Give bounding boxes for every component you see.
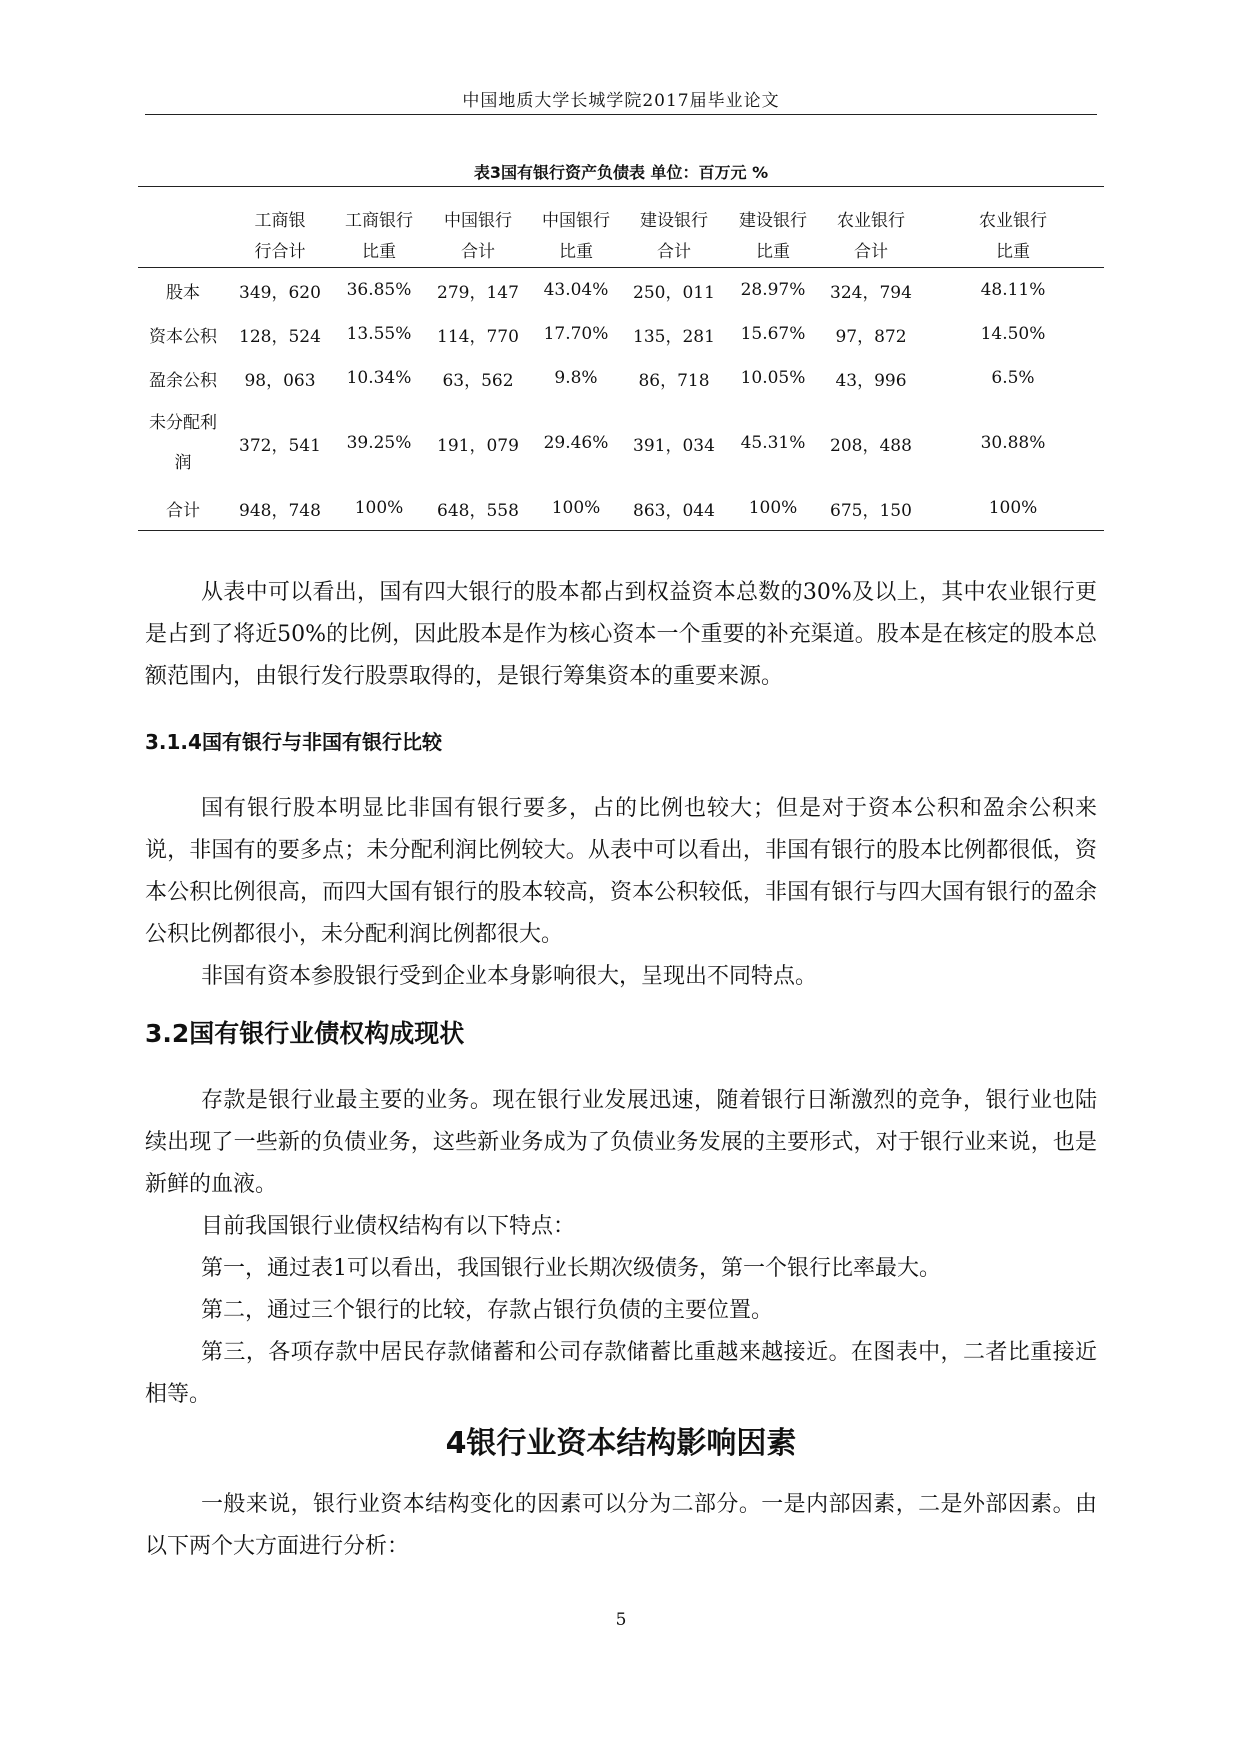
header-cell: 比重 [332,231,426,268]
table-cell: 948，748 [228,486,332,531]
paragraph-deposits: 存款是银行业最主要的业务。现在银行业发展迅速，随着银行日渐激烈的竞争，银行业也陆续出现了一些新的负债业务，这些新业务成为了负债业务发展的主要形式，对于银行业来说，也是新鲜的血液。 [145,1088,1097,1197]
table-cell: 36.85% [346,280,412,300]
table-cell: 17.70% [543,324,609,344]
table-row [138,312,1104,356]
header-cell: 建设银行 [726,187,820,232]
table-cell: 45.31% [740,433,806,453]
header-cell: 合计 [622,231,726,268]
table-cell: 100% [530,486,622,531]
table-cell: 30.88% [980,433,1046,453]
table-cell: 9.8% [554,368,598,388]
table-cell: 648，558 [426,486,530,531]
header-cell [138,231,228,268]
table-row [138,486,1104,531]
table-cell: 43.04% [543,280,609,300]
table-row [138,356,1104,400]
table-cell: 6.5% [991,368,1035,388]
table-cell: 13.55% [346,324,412,344]
header-cell: 合计 [426,231,530,268]
table-cell: 43，996 [835,370,907,391]
table-cell: 48.11% [980,280,1046,300]
table-cell: 675，150 [820,486,922,531]
heading-3-2: 3.2国有银行业债权构成现状 [145,1019,465,1048]
row-label: 资本公积 [149,326,217,347]
table-row [138,268,1104,313]
table-cell: 863，044 [622,486,726,531]
header-cell: 中国银行 [530,187,622,232]
table-cell: 28.97% [740,280,806,300]
table-cell: 100% [726,486,820,531]
table-cell: 191，079 [437,435,519,456]
table-cell: 372，541 [239,435,321,456]
table-cell: 63，562 [442,370,514,391]
header-cell: 农业银行 [820,187,922,232]
table-caption: 表3国有银行资产负债表 单位：百万元 % [473,163,769,182]
header-cell: 比重 [530,231,622,268]
header-cell: 比重 [726,231,820,268]
header-cell [138,187,228,232]
table-cell: 279，147 [437,282,519,303]
paragraph-feature-2: 第二，通过三个银行的比较，存款占银行负债的主要位置。 [201,1298,774,1323]
table-cell: 324，794 [830,282,912,303]
heading-3-1-4: 3.1.4国有银行与非国有银行比较 [145,730,442,754]
header-cell: 行合计 [228,231,332,268]
running-header: 中国地质大学长城学院2017届毕业论文 [462,91,780,111]
paragraph-features-intro: 目前我国银行业债权结构有以下特点： [201,1214,576,1239]
header-cell: 合计 [820,231,922,268]
header-rule [145,114,1097,115]
table-cell: 391，034 [633,435,715,456]
header-cell: 中国银行 [426,187,530,232]
header-cell: 农业银行 [922,187,1104,232]
table-cell: 97，872 [835,326,907,347]
paragraph-state-vs-nonstate: 国有银行股本明显比非国有银行要多，占的比例也较大；但是对于资本公积和盈余公积来说，非国有的要多点；未分配利润比例较大。从表中可以看出，非国有银行的股本比例都很低，资本公积比例很高，而四大国有银行的股本较高，资本公积较低，非国有银行与四大国有银行的盈余公积比例都很小，未分配利润比例都很大。 [145,796,1097,947]
table-cell: 114，770 [437,326,519,347]
table-cell: 135，281 [633,326,715,347]
row-label: 合计 [138,486,228,531]
table-cell: 250，011 [633,282,715,303]
row-label: 股本 [166,282,200,303]
table-cell: 39.25% [346,433,412,453]
header-cell: 工商银 [228,187,332,232]
table-cell: 29.46% [543,433,609,453]
row-label-line-2: 润 [174,453,192,473]
chapter-heading-4: 4银行业资本结构影响因素 [445,1426,797,1461]
table-header-row-1 [138,187,1104,232]
table-cell: 100% [922,486,1104,531]
table-header-row-2 [138,231,1104,268]
balance-sheet-table [138,186,1104,531]
paragraph-feature-1: 第一，通过表1可以看出，我国银行业长期次级债务，第一个银行比率最大。 [201,1256,941,1281]
header-cell: 建设银行 [622,187,726,232]
table-cell: 86，718 [638,370,710,391]
row-label: 盈余公积 [149,370,217,391]
header-cell: 比重 [922,231,1104,268]
paragraph-nonstate-capital: 非国有资本参股银行受到企业本身影响很大，呈现出不同特点。 [201,964,818,989]
table-cell: 349，620 [239,282,321,303]
table-cell: 14.50% [980,324,1046,344]
table-cell: 98，063 [244,370,316,391]
table-cell: 128，524 [239,326,321,347]
header-cell: 工商银行 [332,187,426,232]
table-cell: 10.05% [740,368,806,388]
table-cell: 208，488 [830,435,912,456]
row-label [138,400,228,486]
table-cell: 15.67% [740,324,806,344]
table-cell: 100% [332,486,426,531]
row-label-line-1: 未分配利 [149,413,217,433]
paragraph-feature-3: 第三，各项存款中居民存款储蓄和公司存款储蓄比重越来越接近。在图表中，二者比重接近相等。 [145,1340,1097,1407]
paragraph-factors-intro: 一般来说，银行业资本结构变化的因素可以分为二部分。一是内部因素，二是外部因素。由以下两个大方面进行分析： [145,1492,1097,1559]
paragraph-equity-share: 从表中可以看出，国有四大银行的股本都占到权益资本总数的30%及以上，其中农业银行更是占到了将近50%的比例，因此股本是作为核心资本一个重要的补充渠道。股本是在核定的股本总额范围内，由银行发行股票取得的，是银行筹集资本的重要来源。 [145,580,1097,689]
table-row [138,400,1104,486]
table-cell: 10.34% [346,368,412,388]
page-number: 5 [615,1610,627,1630]
